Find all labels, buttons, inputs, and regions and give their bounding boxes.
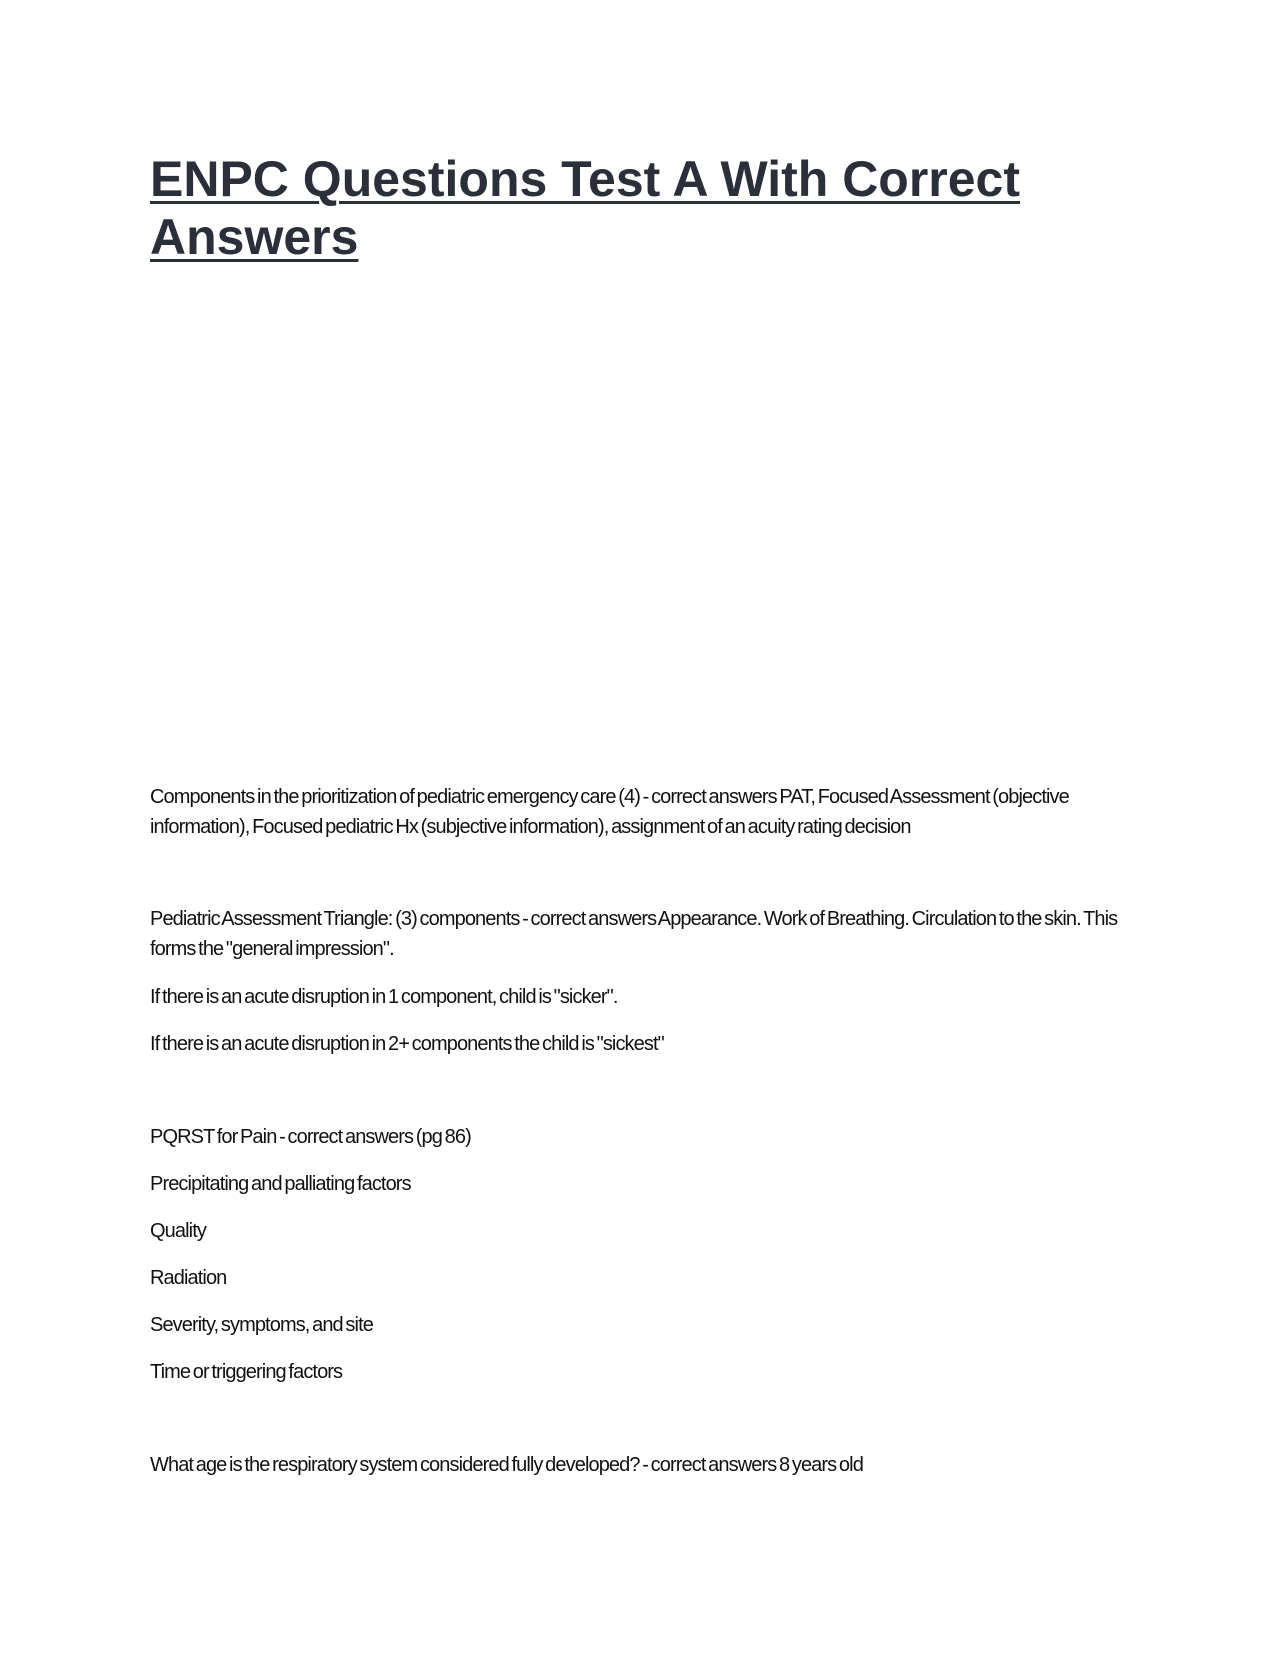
paragraph-respiratory: What age is the respiratory system considered fully developed? - correct answers 8 years old — [150, 1454, 863, 1476]
list-item-severity: Severity, symptoms, and site — [150, 1314, 373, 1336]
paragraph-sickest: If there is an acute disruption in 2+ components the child is "sickest" — [150, 1033, 664, 1055]
list-item-time: Time or triggering factors — [150, 1361, 343, 1383]
document-title: ENPC Questions Test A With Correct Answers — [150, 151, 1021, 265]
paragraph-sicker: If there is an acute disruption in 1 component, child is "sicker". — [150, 986, 618, 1008]
paragraph-pat: Pediatric Assessment Triangle: (3) components - correct answers Appearance. Work of Breathing. Circulation to the skin. This forms the "general impression". — [150, 908, 1118, 960]
list-item-quality: Quality — [150, 1220, 206, 1242]
list-item-precipitating: Precipitating and palliating factors — [150, 1173, 411, 1195]
paragraph-prioritization: Components in the prioritization of pediatric emergency care (4) - correct answers PAT, Focused Assessment (objective information), Focused pediatric Hx (subjective information), assignment of an acuity rating decision — [150, 786, 1069, 838]
list-item-radiation: Radiation — [150, 1267, 227, 1289]
paragraph-pqrst: PQRST for Pain - correct answers (pg 86) — [150, 1126, 471, 1148]
